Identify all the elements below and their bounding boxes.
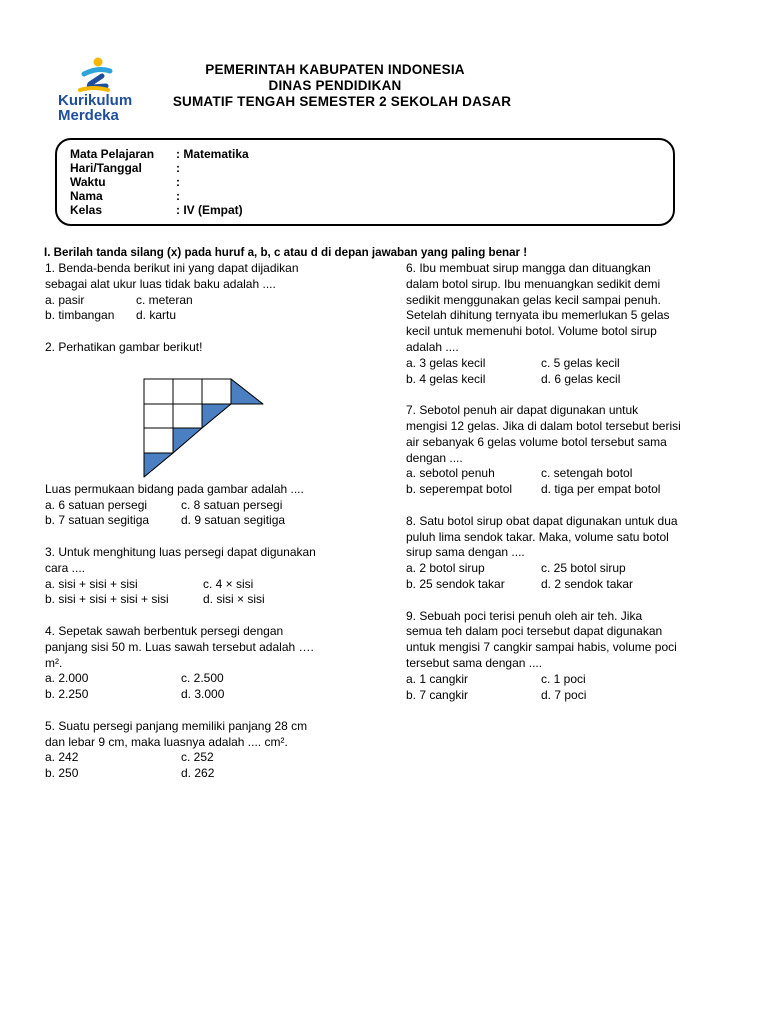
question-text: 3. Untuk menghitung luas persegi dapat digunakan	[45, 544, 316, 559]
option-a: a. sebotol penuh	[406, 466, 495, 481]
option-row	[45, 671, 365, 687]
question-text: 7. Sebotol penuh air dapat digunakan untuk	[406, 403, 639, 418]
question-text: adalah ....	[406, 339, 459, 354]
option-row	[45, 513, 365, 529]
question-text: puluh lima sendok takar. Maka, volume satu botol	[406, 529, 669, 544]
option-b: b. seperempat botol	[406, 482, 513, 497]
option-c: c. 2.500	[181, 671, 224, 686]
option-a: a. 2.000	[45, 671, 89, 686]
option-row	[406, 672, 736, 688]
logo-line-2: Merdeka	[58, 107, 119, 124]
option-row	[406, 372, 736, 388]
option-row	[406, 561, 736, 577]
option-row	[45, 750, 365, 766]
option-row	[45, 577, 365, 593]
question-text: 8. Satu botol sirup obat dapat digunakan untuk dua	[406, 513, 678, 528]
info-value: :	[176, 189, 180, 203]
question-text: 6. Ibu membuat sirup mangga dan dituangkan	[406, 261, 651, 275]
option-b: b. 4 gelas kecil	[406, 371, 486, 386]
option-d: d. 262	[181, 766, 215, 781]
option-a: a. sisi + sisi + sisi	[45, 576, 138, 591]
info-value: :	[176, 175, 180, 189]
header-line-1: PEMERINTAH KABUPATEN INDONESIA	[205, 62, 465, 77]
info-value: :	[176, 161, 180, 175]
question-text: untuk mengisi 7 cangkir sampai habis, volume poci	[406, 640, 677, 655]
option-d: d. 9 satuan segitiga	[181, 513, 286, 528]
question-text: dengan ....	[406, 450, 463, 465]
info-label: Mata Pelajaran	[70, 147, 155, 161]
option-row	[406, 356, 736, 372]
question-text: mengisi 12 gelas. Jika di dalam botol tersebut berisi	[406, 418, 681, 433]
question-text: cara ....	[45, 560, 86, 575]
option-b: b. 250	[45, 766, 79, 781]
instruction: I. Berilah tanda silang (x) pada huruf a, b, c atau d di depan jawaban yang paling benar !	[44, 246, 528, 259]
info-row-name	[70, 189, 180, 203]
question-3	[45, 545, 365, 608]
question-text: sirup sama dengan ....	[406, 545, 525, 560]
question-text: dalam botol sirup. Ibu menuangkan sedikit demi	[406, 276, 661, 291]
option-row	[406, 482, 736, 498]
header-line-2: DINAS PENDIDIKAN	[268, 78, 402, 93]
option-b: b. 7 cangkir	[406, 687, 469, 702]
question-text: m².	[45, 655, 63, 670]
option-a: a. 242	[45, 750, 79, 765]
option-row	[45, 498, 365, 514]
option-a: a. pasir	[45, 292, 85, 307]
info-row-class	[70, 203, 243, 217]
option-row	[45, 687, 365, 703]
option-row	[406, 577, 736, 593]
option-b: b. sisi + sisi + sisi + sisi	[45, 592, 169, 607]
info-value: : Matematika	[176, 147, 249, 161]
option-d: d. 6 gelas kecil	[541, 371, 621, 386]
option-a: a. 3 gelas kecil	[406, 355, 486, 370]
option-row	[45, 766, 365, 782]
info-row-time	[70, 175, 180, 189]
grid-triangle-figure	[143, 378, 268, 478]
option-row	[45, 308, 365, 324]
question-6	[406, 261, 736, 387]
question-4	[45, 624, 365, 703]
info-label: Kelas	[70, 203, 103, 217]
info-row-date	[70, 161, 180, 175]
option-a: a. 2 botol sirup	[406, 561, 485, 576]
option-a: a. 6 satuan persegi	[45, 497, 148, 512]
document-header	[140, 62, 530, 110]
option-row	[45, 592, 365, 608]
option-d: d. kartu	[136, 308, 177, 323]
option-d: d. sisi × sisi	[203, 592, 265, 607]
question-9	[406, 609, 736, 704]
option-d: d. tiga per empat botol	[541, 482, 661, 497]
option-row	[45, 293, 365, 309]
option-d: d. 7 poci	[541, 687, 587, 702]
question-text: tersebut sama dengan ....	[406, 655, 543, 670]
question-text: air sebanyak 6 gelas volume botol tersebut sama	[406, 434, 667, 449]
info-label: Nama	[70, 189, 103, 203]
option-c: c. setengah botol	[541, 466, 633, 481]
question-text: sebagai alat ukur luas tidak baku adalah ....	[45, 276, 276, 291]
option-c: c. 5 gelas kecil	[541, 355, 620, 370]
option-b: b. 2.250	[45, 687, 89, 702]
question-text: sedikit menggunakan gelas kecil sampai penuh.	[406, 292, 661, 307]
option-a: a. 1 cangkir	[406, 671, 469, 686]
option-c: c. 4 × sisi	[203, 576, 254, 591]
option-d: d. 3.000	[181, 687, 225, 702]
question-text: Setelah dihitung ternyata ibu memerlukan 5 gelas	[406, 308, 670, 323]
option-row	[406, 688, 736, 704]
option-c: c. meteran	[136, 292, 193, 307]
question-text: 2. Perhatikan gambar berikut!	[45, 339, 203, 354]
question-text: kecil untuk memenuhi botol. Volume botol sirup	[406, 324, 657, 339]
option-c: c. 252	[181, 750, 214, 765]
option-c: c. 8 satuan persegi	[181, 497, 283, 512]
info-row-subject	[70, 147, 249, 161]
question-text: dan lebar 9 cm, maka luasnya adalah .... cm².	[45, 734, 288, 749]
question-5	[45, 719, 365, 782]
right-column	[406, 261, 736, 703]
question-text: semua teh dalam poci tersebut dapat digunakan	[406, 624, 663, 639]
info-label: Waktu	[70, 175, 106, 189]
question-1	[45, 261, 365, 324]
option-b: b. timbangan	[45, 308, 115, 323]
left-column	[45, 261, 365, 782]
option-c: c. 25 botol sirup	[541, 561, 626, 576]
question-text: 5. Suatu persegi panjang memiliki panjang 28 cm	[45, 718, 308, 733]
logo-text	[58, 93, 132, 123]
info-value: : IV (Empat)	[176, 203, 243, 217]
question-text: 1. Benda-benda berikut ini yang dapat dijadikan	[45, 261, 299, 275]
info-label: Hari/Tanggal	[70, 161, 142, 175]
logo-line-1: Kurikulum	[58, 92, 133, 109]
option-b: b. 25 sendok takar	[406, 576, 505, 591]
option-b: b. 7 satuan segitiga	[45, 513, 150, 528]
question-7	[406, 403, 736, 498]
question-text: 9. Sebuah poci terisi penuh oleh air teh. Jika	[406, 608, 643, 623]
option-row	[406, 466, 736, 482]
question-text: 4. Sepetak sawah berbentuk persegi dengan	[45, 623, 284, 638]
question-text: panjang sisi 50 m. Luas sawah tersebut adalah ….	[45, 639, 314, 654]
option-d: d. 2 sendok takar	[541, 576, 634, 591]
header-line-3: SUMATIF TENGAH SEMESTER 2 SEKOLAH DASAR	[172, 94, 512, 109]
option-c: c. 1 poci	[541, 671, 586, 686]
question-text: Luas permukaan bidang pada gambar adalah ....	[45, 481, 304, 496]
question-8	[406, 514, 736, 593]
